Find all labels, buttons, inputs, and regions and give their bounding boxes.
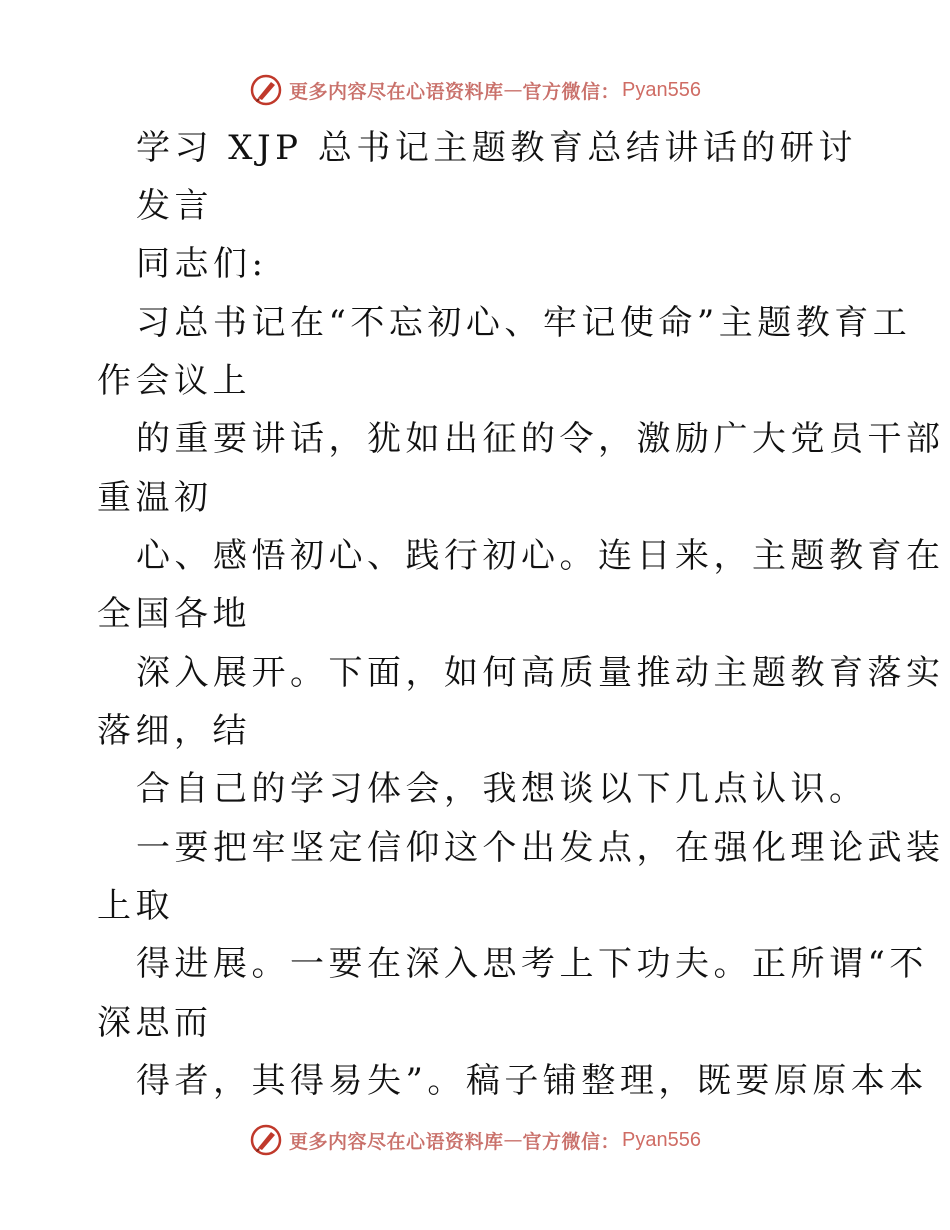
pen-logo-icon [249, 1123, 283, 1157]
pen-logo-icon [249, 73, 283, 107]
watermark-separator: — [503, 1129, 523, 1151]
doc-text-line: 得者，其得易失”。稿子铺整理，既要原原本本 [136, 1061, 928, 1101]
watermark-footer [0, 1120, 950, 1160]
doc-text-line: 深思而 [97, 1003, 213, 1043]
doc-text-line: 一要把牢坚定信仰这个出发点，在强化理论武装 [136, 828, 945, 868]
doc-text-line: 深入展开。下面，如何高质量推动主题教育落实 [136, 653, 945, 693]
watermark-wechat-id: Pyan556 [622, 78, 701, 101]
watermark-label: 官方微信： [522, 80, 621, 103]
watermark-separator: — [503, 79, 523, 101]
watermark-text: 更多内容尽在心语资料库 [289, 80, 504, 103]
doc-title-line: 学习 XJP 总书记主题教育总结讲话的研讨 [136, 128, 857, 168]
watermark-text: 更多内容尽在心语资料库 [289, 1130, 504, 1153]
doc-text-line: 习总书记在“不忘初心、牢记使命”主题教育工 [136, 303, 912, 343]
doc-text-line: 全国各地 [97, 594, 251, 634]
doc-text-line: 上取 [97, 886, 174, 926]
doc-text-line: 的重要讲话，犹如出征的令，激励广大党员干部 [136, 419, 945, 459]
watermark-header [0, 70, 950, 110]
doc-text-line: 落细，结 [97, 711, 251, 751]
doc-text-line: 得进展。一要在深入思考上下功夫。正所谓“不 [136, 944, 928, 984]
doc-text-line: 作会议上 [97, 361, 251, 401]
doc-text-line: 重温初 [97, 478, 213, 518]
watermark-wechat-id: Pyan556 [622, 1128, 701, 1151]
doc-text-line: 心、感悟初心、践行初心。连日来，主题教育在 [136, 536, 945, 576]
watermark-label: 官方微信： [522, 1130, 621, 1153]
doc-text-line: 合自己的学习体会，我想谈以下几点认识。 [136, 769, 868, 809]
doc-salutation: 同志们: [136, 244, 268, 284]
doc-title-line: 发言 [136, 186, 213, 226]
